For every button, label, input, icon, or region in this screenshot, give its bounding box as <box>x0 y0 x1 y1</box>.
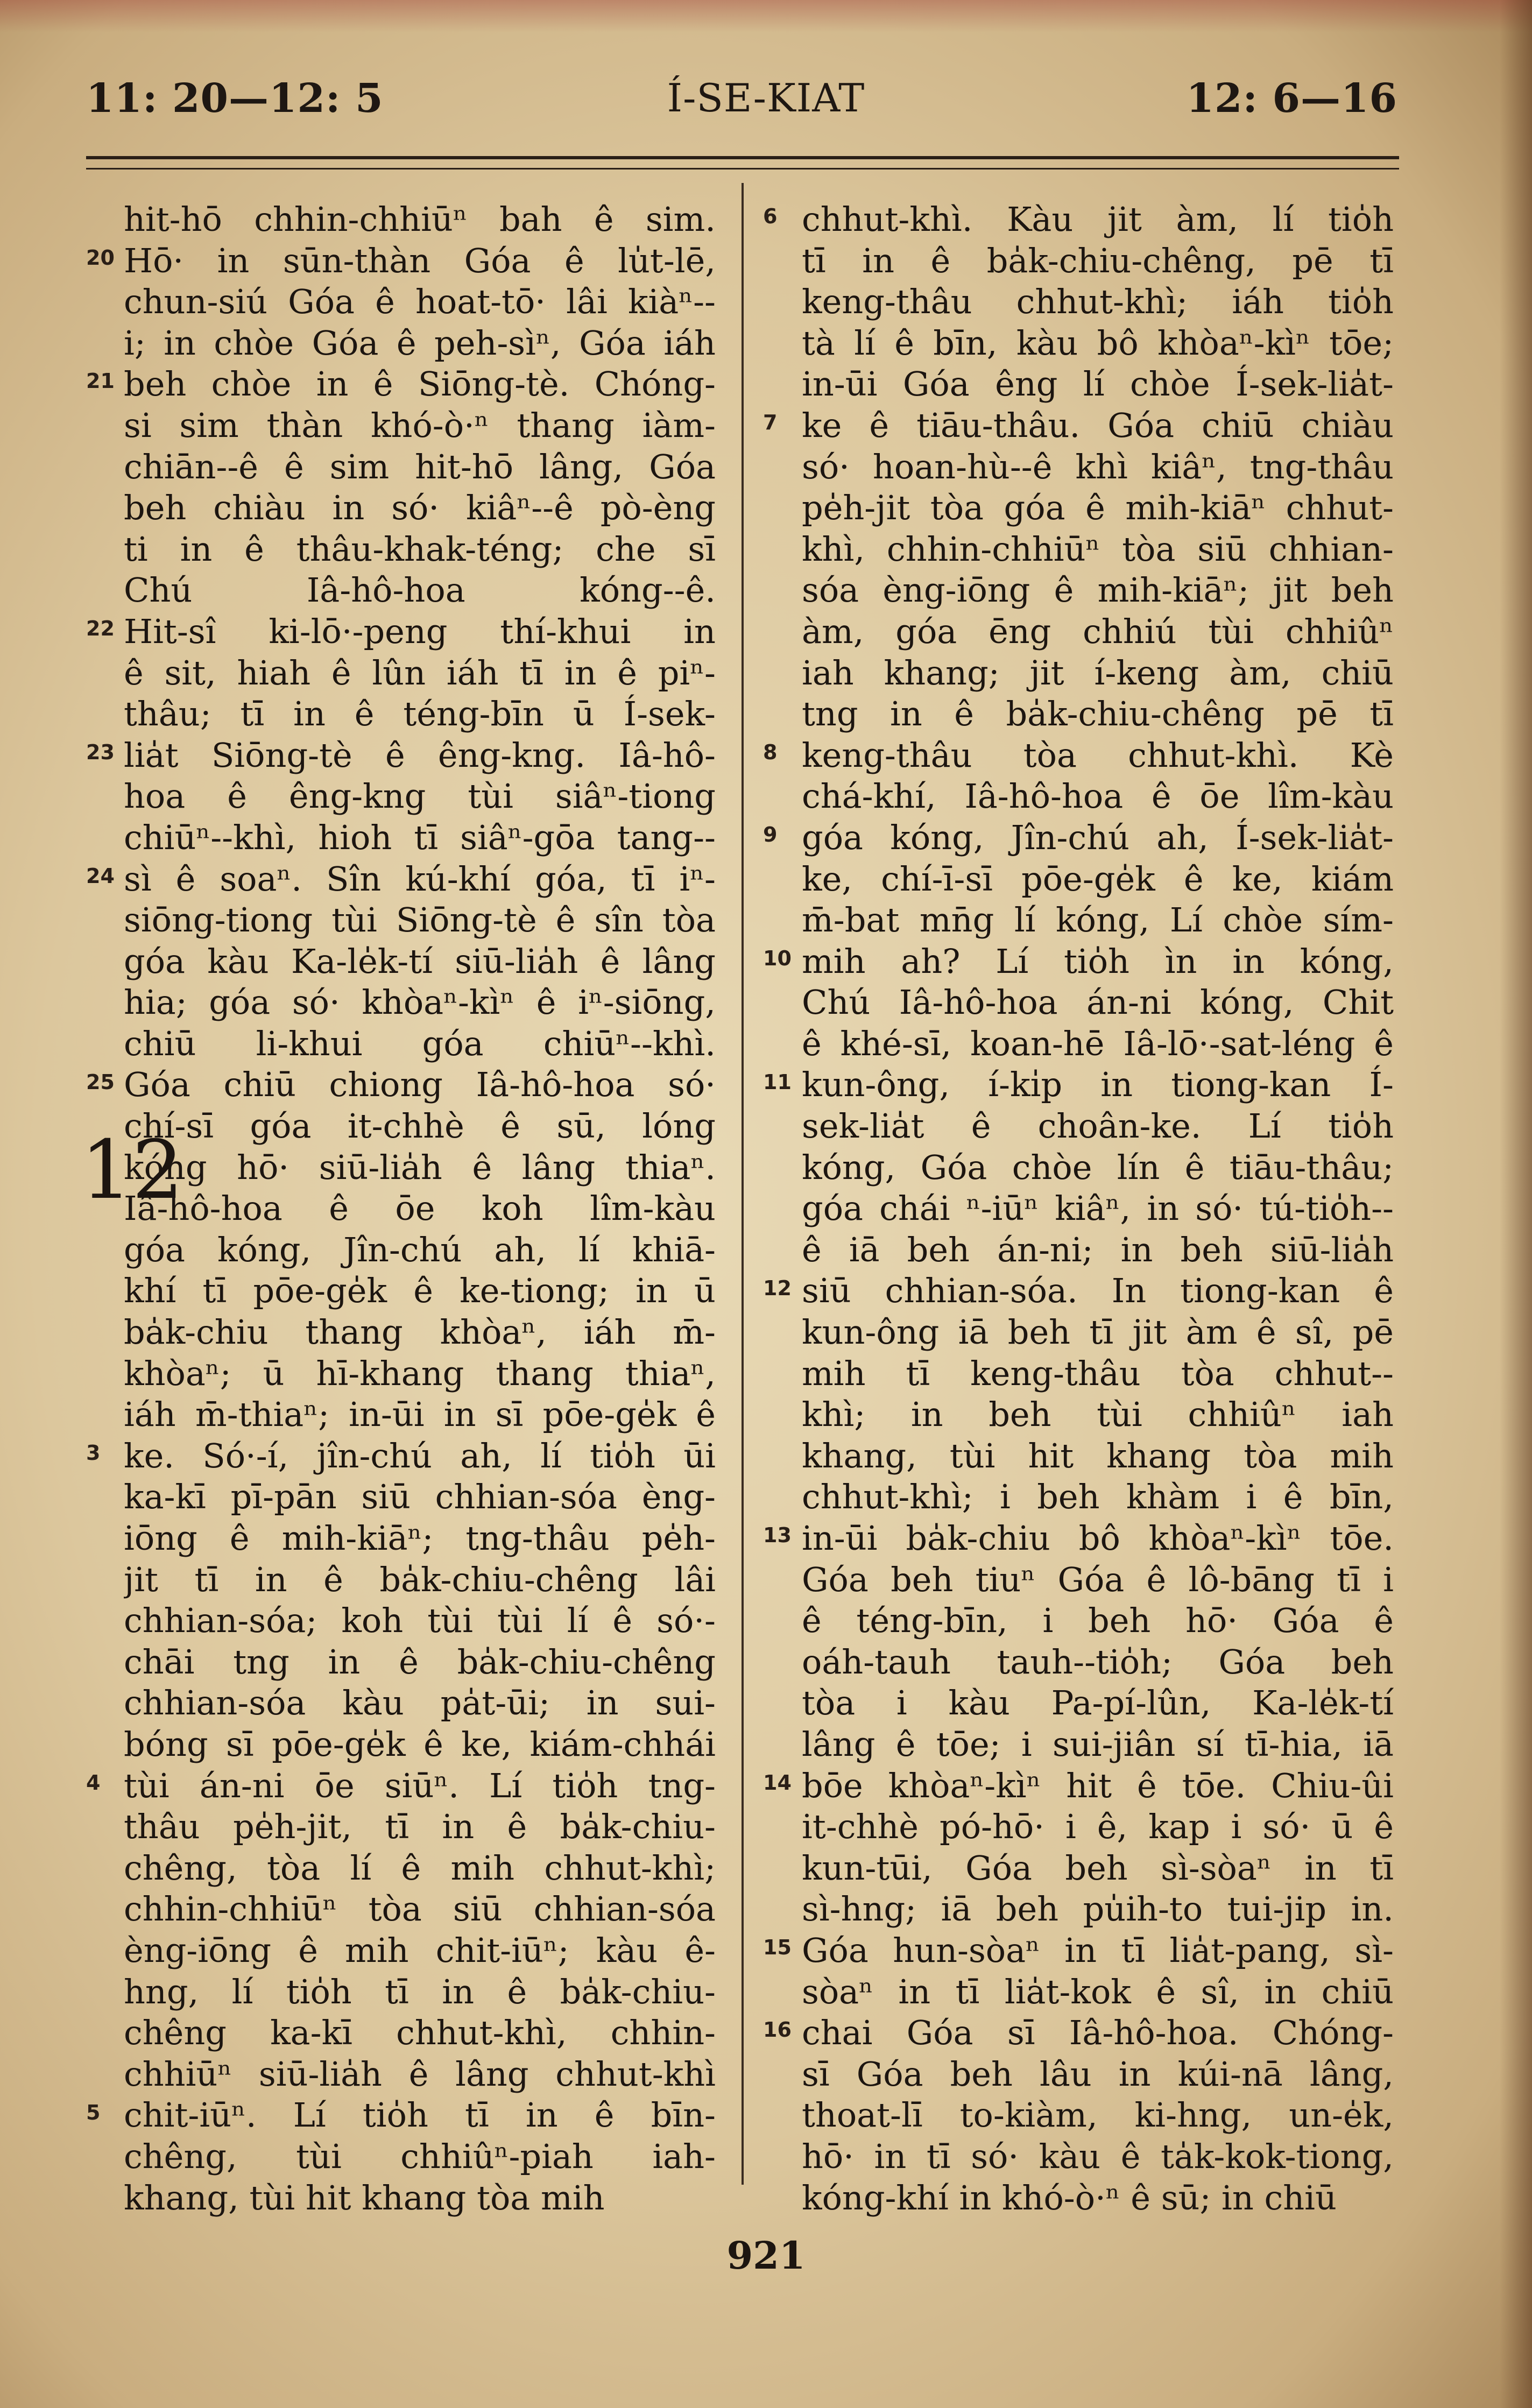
text-line: si sim thàn khó-ò·ⁿ thang iàm- <box>124 405 716 445</box>
text-line: só· hoan-hù--ê khì kiâⁿ, tng-thâu <box>802 447 1394 486</box>
text-line: khang, tùi hit khang tòa mih <box>802 1436 1394 1475</box>
text-line: Góa hun-sòaⁿ in tī lia̍t-pang, sì- <box>802 1930 1394 1970</box>
text-line: Iâ-hô-hoa ê ōe koh lîm-kàu <box>124 1189 716 1228</box>
text-line: hit-hō chhin-chhiūⁿ bah ê sim. <box>124 200 716 239</box>
text-line: àm, góa ēng chhiú tùi chhiûⁿ <box>802 611 1394 651</box>
text-line: ê iā beh án-ni; in beh siū-lia̍h <box>802 1230 1394 1269</box>
text-line: ti in ê thâu-khak-téng; che sī <box>124 529 716 569</box>
text-line: beh chòe in ê Siōng-tè. Chóng- <box>124 364 716 404</box>
text-line: Hit-sî ki-lō·-peng thí-khui in <box>124 611 716 651</box>
text-line: sòaⁿ in tī lia̍t-kok ê sî, in chiū <box>802 1972 1394 2011</box>
verse-number: 22 <box>86 617 115 640</box>
text-line: khì; in beh tùi chhiûⁿ iah <box>802 1395 1394 1435</box>
verse-number: 7 <box>763 411 778 434</box>
text-line: thâu pe̍h-jit, tī in ê ba̍k-chiu- <box>124 1807 716 1847</box>
verse-number: 16 <box>763 2018 792 2042</box>
text-line: góa chái ⁿ-iūⁿ kiâⁿ, in só· tú-tio̍h-- <box>802 1189 1394 1228</box>
text-line: ke ê tiāu-thâu. Góa chiū chiàu <box>802 405 1394 445</box>
header-rule-thick <box>86 156 1399 159</box>
verse-number: 4 <box>86 1770 101 1795</box>
text-line: thâu; tī in ê téng-bīn ū Í-sek- <box>124 694 716 734</box>
text-line: góa kóng, Jîn-chú ah, lí khiā- <box>124 1230 716 1269</box>
text-line: keng-thâu chhut-khì; iáh tio̍h <box>802 282 1394 322</box>
page-top-edge <box>0 0 1532 32</box>
text-line: chí-sī góa it-chhè ê sū, lóng <box>124 1106 716 1146</box>
book-title: Í-SE-KIAT <box>667 75 865 121</box>
text-line: bóng sī pōe-ge̍k ê ke, kiám-chhái <box>124 1724 716 1764</box>
text-line: Góa chiū chiong Iâ-hô-hoa só· <box>124 1065 716 1105</box>
text-line: keng-thâu tòa chhut-khì. Kè <box>802 735 1394 775</box>
text-line: thoat-lī to-kiàm, ki-hng, un-e̍k, <box>802 2095 1394 2135</box>
text-line: kóng hō· siū-lia̍h ê lâng thiaⁿ. <box>124 1147 716 1187</box>
text-line: chá-khí, Iâ-hô-hoa ê ōe lîm-kàu <box>802 776 1394 816</box>
text-line: kun-ông iā beh tī jit àm ê sî, pē <box>802 1312 1394 1352</box>
text-line: tòa i kàu Pa-pí-lûn, Ka-le̍k-tí <box>802 1683 1394 1723</box>
text-line: ke. Só·-í, jîn-chú ah, lí tio̍h ūi <box>124 1436 716 1475</box>
verse-number: 11 <box>763 1070 792 1094</box>
text-line: hia; góa só· khòaⁿ-kìⁿ ê iⁿ-siōng, <box>124 983 716 1022</box>
verse-number: 21 <box>86 369 115 393</box>
verse-number: 20 <box>86 245 115 270</box>
right-chapter-verse-ref: 12: 6—16 <box>1186 75 1397 122</box>
text-line: kun-ông, í-ki̍p in tiong-kan Í- <box>802 1065 1394 1105</box>
text-line: khang, tùi hit khang tòa mih <box>124 2178 605 2218</box>
verse-number: 9 <box>763 823 778 846</box>
verse-number: 8 <box>763 740 778 764</box>
text-line: pe̍h-jit tòa góa ê mih-kiāⁿ chhut- <box>802 488 1394 528</box>
text-line: iáh m̄-thiaⁿ; in-ūi in sī pōe-ge̍k ê <box>124 1395 716 1435</box>
text-line: chiān--ê ê sim hit-hō lâng, Góa <box>124 447 716 486</box>
verse-number: 14 <box>763 1770 792 1795</box>
text-line: mih tī keng-thâu tòa chhut-- <box>802 1353 1394 1393</box>
text-line: Chú Iâ-hô-hoa kóng--ê. <box>124 570 716 610</box>
text-line: kun-tūi, Góa beh sì-sòaⁿ in tī <box>802 1848 1394 1888</box>
text-line: Chú Iâ-hô-hoa án-ni kóng, Chit <box>802 983 1394 1022</box>
text-line: siū chhian-sóa. In tiong-kan ê <box>802 1271 1394 1311</box>
text-line: góa kàu Ka-le̍k-tí siū-lia̍h ê lâng <box>124 941 716 981</box>
header-rule-thin <box>86 168 1399 170</box>
verse-number: 5 <box>86 2100 101 2124</box>
text-line: Hō· in sūn-thàn Góa ê lu̍t-lē, <box>124 241 716 280</box>
text-line: tà lí ê bīn, kàu bô khòaⁿ-kìⁿ tōe; <box>802 323 1394 363</box>
text-line: m̄-bat mn̄g lí kóng, Lí chòe sím- <box>802 900 1394 940</box>
text-line: kóng-khí in khó-ò·ⁿ ê sū; in chiū <box>802 2178 1337 2218</box>
text-line: chit-iūⁿ. Lí tio̍h tī in ê bīn- <box>124 2095 716 2135</box>
text-line: góa kóng, Jîn-chú ah, Í-sek-lia̍t- <box>802 817 1394 857</box>
text-line: jit tī in ê ba̍k-chiu-chêng lâi <box>124 1559 716 1599</box>
text-line: chêng, tòa lí ê mih chhut-khì; <box>124 1848 716 1888</box>
text-line: chiūⁿ--khì, hioh tī siâⁿ-gōa tang-- <box>124 817 716 857</box>
text-line: it-chhè pó-hō· i ê, kap i só· ū ê <box>802 1807 1394 1847</box>
text-line: ba̍k-chiu thang khòaⁿ, iáh m̄- <box>124 1312 716 1352</box>
text-line: hng, lí tio̍h tī in ê ba̍k-chiu- <box>124 1972 716 2011</box>
text-line: chun-siú Góa ê hoat-tō· lâi kiàⁿ-- <box>124 282 716 322</box>
text-line: i; in chòe Góa ê peh-sìⁿ, Góa iáh <box>124 323 716 363</box>
text-line: lâng ê tōe; i sui-jiân sí tī-hia, iā <box>802 1724 1394 1764</box>
text-line: ke, chí-ī-sī pōe-ge̍k ê ke, kiám <box>802 859 1394 899</box>
page-right-edge <box>1500 0 1532 2408</box>
text-line: in-ūi ba̍k-chiu bô khòaⁿ-kìⁿ tōe. <box>802 1519 1394 1558</box>
text-line: chiū li-khui góa chiūⁿ--khì. <box>124 1023 716 1063</box>
text-line: chāi tng in ê ba̍k-chiu-chêng <box>124 1642 716 1682</box>
verse-number: 3 <box>86 1441 101 1465</box>
text-line: in-ūi Góa êng lí chòe Í-sek-lia̍t- <box>802 364 1394 404</box>
verse-number: 24 <box>86 864 115 888</box>
text-line: iah khang; jit í-keng àm, chiū <box>802 653 1394 693</box>
text-line: chhin-chhiūⁿ tòa siū chhian-sóa <box>124 1889 716 1929</box>
text-line: tng in ê ba̍k-chiu-chêng pē tī <box>802 694 1394 734</box>
text-line: chai Góa sī Iâ-hô-hoa. Chóng- <box>802 2013 1394 2053</box>
text-line: bōe khòaⁿ-kìⁿ hit ê tōe. Chiu-ûi <box>802 1766 1394 1805</box>
text-line: chhut-khì. Kàu jit àm, lí tio̍h <box>802 200 1394 239</box>
text-line: hoa ê êng-kng tùi siâⁿ-tiong <box>124 776 716 816</box>
text-line: ê khé-sī, koan-hē Iâ-lō·-sat-léng ê <box>802 1023 1394 1063</box>
text-line: khí tī pōe-ge̍k ê ke-tiong; in ū <box>124 1271 716 1311</box>
text-line: lia̍t Siōng-tè ê êng-kng. Iâ-hô- <box>124 735 716 775</box>
column-divider <box>742 183 744 2185</box>
text-line: chhian-sóa kàu pa̍t-ūi; in sui- <box>124 1683 716 1723</box>
text-line: sóa èng-iōng ê mih-kiāⁿ; jit beh <box>802 570 1394 610</box>
text-line: sì ê soaⁿ. Sîn kú-khí góa, tī iⁿ- <box>124 859 716 899</box>
text-line: chêng, tùi chhiûⁿ-piah iah- <box>124 2136 716 2176</box>
text-line: ê sit, hiah ê lûn iáh tī in ê piⁿ- <box>124 653 716 693</box>
text-line: tī in ê ba̍k-chiu-chêng, pē tī <box>802 241 1394 280</box>
chapter-number: 12 <box>81 1124 183 1217</box>
text-line: kóng, Góa chòe lín ê tiāu-thâu; <box>802 1147 1394 1187</box>
text-line: chêng ka-kī chhut-khì, chhin- <box>124 2013 716 2053</box>
text-line: sī Góa beh lâu in kúi-nā lâng, <box>802 2054 1394 2094</box>
text-line: chhian-sóa; koh tùi tùi lí ê só·- <box>124 1601 716 1641</box>
text-line: ê téng-bīn, i beh hō· Góa ê <box>802 1601 1394 1641</box>
text-line: beh chiàu in só· kiâⁿ--ê pò-èng <box>124 488 716 528</box>
verse-number: 6 <box>763 204 778 228</box>
left-text-column <box>124 199 716 2219</box>
text-line: ka-kī pī-pān siū chhian-sóa èng- <box>124 1477 716 1517</box>
text-line: chhiūⁿ siū-lia̍h ê lâng chhut-khì <box>124 2054 716 2094</box>
text-line: mih ah? Lí tio̍h ìn in kóng, <box>802 941 1394 981</box>
right-text-column <box>802 199 1394 2219</box>
text-line: èng-iōng ê mih chit-iūⁿ; kàu ê- <box>124 1930 716 1970</box>
text-line: hō· in tī só· kàu ê ta̍k-kok-tiong, <box>802 2136 1394 2176</box>
text-line: chhut-khì; i beh khàm i ê bīn, <box>802 1477 1394 1517</box>
text-line: iōng ê mih-kiāⁿ; tng-thâu pe̍h- <box>124 1519 716 1558</box>
text-line: Góa beh tiuⁿ Góa ê lô-bāng tī i <box>802 1559 1394 1599</box>
verse-number: 13 <box>763 1523 792 1548</box>
verse-number: 15 <box>763 1936 792 1960</box>
text-line: tùi án-ni ōe siūⁿ. Lí tio̍h tng- <box>124 1766 716 1805</box>
text-line: oáh-tauh tauh--tio̍h; Góa beh <box>802 1642 1394 1682</box>
text-line: khì, chhin-chhiūⁿ tòa siū chhian- <box>802 529 1394 569</box>
page-number: 921 <box>726 2233 806 2278</box>
text-line: siōng-tiong tùi Siōng-tè ê sîn tòa <box>124 900 716 940</box>
text-line: khòaⁿ; ū hī-khang thang thiaⁿ, <box>124 1353 716 1393</box>
verse-number: 10 <box>763 946 792 970</box>
text-line: sì-hng; iā beh pu̍ih-to tui-jip in. <box>802 1889 1394 1929</box>
text-line: sek-lia̍t ê choân-ke. Lí tio̍h <box>802 1106 1394 1146</box>
verse-number: 23 <box>86 740 115 764</box>
left-chapter-verse-ref: 11: 20—12: 5 <box>86 75 384 122</box>
verse-number: 25 <box>86 1070 115 1094</box>
verse-number: 12 <box>763 1276 792 1300</box>
